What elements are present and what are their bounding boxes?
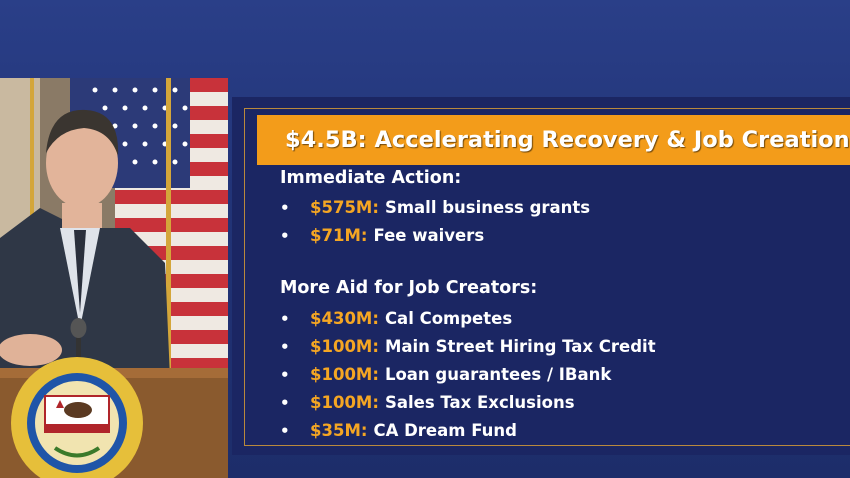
bullet-icon: • bbox=[280, 366, 290, 384]
list-item bbox=[280, 333, 656, 361]
list-item bbox=[280, 222, 590, 250]
list-item bbox=[280, 194, 590, 222]
item-label: Sales Tax Exclusions bbox=[384, 393, 575, 412]
video-feed bbox=[0, 78, 228, 478]
item-label: Cal Competes bbox=[384, 309, 513, 328]
item-amount: $430M: bbox=[310, 309, 379, 328]
item-amount: $71M: bbox=[310, 226, 368, 245]
item-label: Fee waivers bbox=[373, 226, 485, 245]
bullet-icon: • bbox=[280, 338, 290, 356]
list-item bbox=[280, 417, 656, 445]
item-label: Small business grants bbox=[384, 198, 591, 217]
item-amount: $100M: bbox=[310, 337, 379, 356]
list-item bbox=[280, 389, 656, 417]
item-label: Loan guarantees / IBank bbox=[384, 365, 612, 384]
item-amount: $35M: bbox=[310, 421, 368, 440]
item-amount: $575M: bbox=[310, 198, 379, 217]
bullet-icon: • bbox=[280, 394, 290, 412]
item-label: CA Dream Fund bbox=[373, 421, 517, 440]
list-item bbox=[280, 361, 656, 389]
bullet-icon: • bbox=[280, 227, 290, 245]
bullet-icon: • bbox=[280, 310, 290, 328]
section-heading-job-creators: More Aid for Job Creators: bbox=[280, 278, 538, 298]
list-item bbox=[280, 305, 656, 333]
item-label: Main Street Hiring Tax Credit bbox=[384, 337, 656, 356]
item-amount: $100M: bbox=[310, 365, 379, 384]
bullet-icon: • bbox=[280, 422, 290, 440]
speaker-scene bbox=[0, 78, 228, 478]
slide-banner bbox=[257, 115, 850, 165]
section-heading-immediate-action: Immediate Action: bbox=[280, 168, 462, 188]
slide-title: $4.5B: Accelerating Recovery & Job Creation bbox=[285, 127, 850, 153]
job-creators-list bbox=[280, 305, 656, 445]
immediate-action-list bbox=[280, 194, 590, 250]
item-amount: $100M: bbox=[310, 393, 379, 412]
bullet-icon: • bbox=[280, 199, 290, 217]
